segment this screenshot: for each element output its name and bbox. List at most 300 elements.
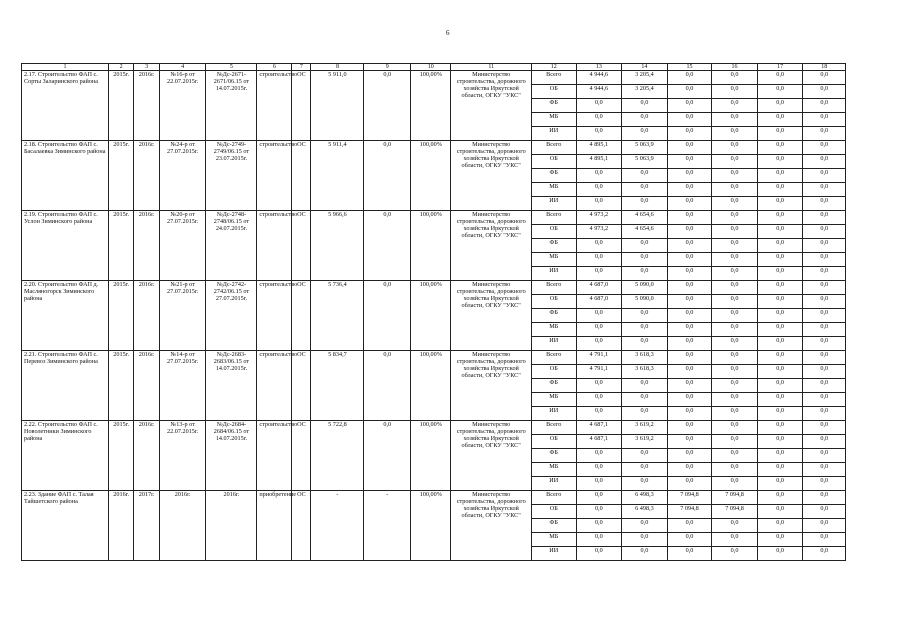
column-header-5: 5 xyxy=(206,64,257,71)
table-row xyxy=(22,141,846,155)
amount-cell: 0,0 xyxy=(667,519,712,533)
amount-cell: 0,0 xyxy=(757,379,803,393)
amount-cell: 0,0 xyxy=(622,449,668,463)
amount-cell: 0,0 xyxy=(803,141,846,155)
work-type: строительство xyxy=(257,211,292,281)
amount-cell: 0,0 xyxy=(757,421,803,435)
expertise-ref: №Дс-2684-2684/06.15 от 14.07.2015г. xyxy=(206,421,257,491)
amount-cell: 0,0 xyxy=(667,141,712,155)
funding-category: ФБ xyxy=(532,169,577,183)
expertise-ref: 2016г. xyxy=(206,491,257,561)
amount-cell: 0,0 xyxy=(757,267,803,281)
decision-ref: №14-р от 27.07.2015г. xyxy=(159,351,206,421)
expertise-ref: №Дс-2749-2749/06.15 от 23.07.2015г. xyxy=(206,141,257,211)
estimated-cost: 5 966,6 xyxy=(311,211,364,281)
amount-cell: 0,0 xyxy=(757,183,803,197)
amount-cell: 5 090,0 xyxy=(622,295,668,309)
amount-cell: 0,0 xyxy=(667,365,712,379)
amount-cell: 0,0 xyxy=(667,99,712,113)
amount-cell: 0,0 xyxy=(667,533,712,547)
funding-category: Всего xyxy=(532,211,577,225)
amount-cell: 4 687,0 xyxy=(576,281,622,295)
amount-cell: 0,0 xyxy=(667,253,712,267)
spent-amount: 0,0 xyxy=(364,141,411,211)
amount-cell: 0,0 xyxy=(576,239,622,253)
funding-category: ФБ xyxy=(532,239,577,253)
amount-cell: 4 944,6 xyxy=(576,85,622,99)
amount-cell: 0,0 xyxy=(667,183,712,197)
expertise-ref: №Дс-2671-2671/06.15 от 14.07.2015г. xyxy=(206,71,257,141)
end-year: 2016г. xyxy=(134,71,159,141)
estimated-cost: - xyxy=(311,491,364,561)
responsible-owner: Министерство строительства, дорожного хозяйства Иркутской области, ОГКУ "УКС" xyxy=(451,211,532,281)
estimated-cost: 5 911,4 xyxy=(311,141,364,211)
amount-cell: 0,0 xyxy=(576,477,622,491)
amount-cell: 0,0 xyxy=(803,435,846,449)
amount-cell: 3 205,4 xyxy=(622,71,668,85)
amount-cell: 0,0 xyxy=(803,113,846,127)
amount-cell: 0,0 xyxy=(667,281,712,295)
funding-category: ИИ xyxy=(532,477,577,491)
amount-cell: 0,0 xyxy=(803,155,846,169)
amount-cell: 0,0 xyxy=(757,533,803,547)
amount-cell: 0,0 xyxy=(622,113,668,127)
amount-cell: 0,0 xyxy=(803,421,846,435)
amount-cell: 0,0 xyxy=(757,449,803,463)
amount-cell: 0,0 xyxy=(712,365,758,379)
project-name: 2.23. Здание ФАП с. Талая Тайшетского района xyxy=(22,491,109,561)
amount-cell: 0,0 xyxy=(712,197,758,211)
amount-cell: 0,0 xyxy=(757,309,803,323)
amount-cell: 0,0 xyxy=(712,183,758,197)
amount-cell: 0,0 xyxy=(803,99,846,113)
funding-category: ОБ xyxy=(532,225,577,239)
amount-cell: 0,0 xyxy=(803,407,846,421)
amount-cell: 0,0 xyxy=(576,323,622,337)
column-header-6: 6 xyxy=(257,64,292,71)
amount-cell: 0,0 xyxy=(667,309,712,323)
funding-source: ОС xyxy=(292,141,311,211)
work-type: строительство xyxy=(257,351,292,421)
amount-cell: 4 687,1 xyxy=(576,435,622,449)
amount-cell: 0,0 xyxy=(712,225,758,239)
amount-cell: 0,0 xyxy=(757,365,803,379)
amount-cell: 0,0 xyxy=(803,295,846,309)
readiness-percent: 100,00% xyxy=(411,351,451,421)
amount-cell: 0,0 xyxy=(803,127,846,141)
amount-cell: 0,0 xyxy=(667,113,712,127)
amount-cell: 0,0 xyxy=(803,491,846,505)
end-year: 2016г. xyxy=(134,421,159,491)
amount-cell: 0,0 xyxy=(712,519,758,533)
amount-cell: 0,0 xyxy=(712,337,758,351)
amount-cell: 0,0 xyxy=(757,407,803,421)
amount-cell: 0,0 xyxy=(757,281,803,295)
funding-category: ОБ xyxy=(532,155,577,169)
amount-cell: 0,0 xyxy=(757,547,803,561)
amount-cell: 0,0 xyxy=(712,477,758,491)
amount-cell: 0,0 xyxy=(712,309,758,323)
amount-cell: 0,0 xyxy=(757,127,803,141)
decision-ref: №16-р от 22.07.2015г. xyxy=(159,71,206,141)
column-header-10: 10 xyxy=(411,64,451,71)
work-type: строительство xyxy=(257,421,292,491)
amount-cell: 0,0 xyxy=(757,113,803,127)
amount-cell: 0,0 xyxy=(712,155,758,169)
amount-cell: 0,0 xyxy=(667,477,712,491)
amount-cell: 4 654,6 xyxy=(622,225,668,239)
end-year: 2016г. xyxy=(134,281,159,351)
responsible-owner: Министерство строительства, дорожного хозяйства Иркутской области, ОГКУ "УКС" xyxy=(451,351,532,421)
amount-cell: 0,0 xyxy=(622,337,668,351)
project-name: 2.20. Строительство ФАП д. Масляногорск Зиминского района xyxy=(22,281,109,351)
amount-cell: 0,0 xyxy=(667,323,712,337)
amount-cell: 4 973,2 xyxy=(576,225,622,239)
amount-cell: 3 205,4 xyxy=(622,85,668,99)
column-header-11: 11 xyxy=(451,64,532,71)
amount-cell: 0,0 xyxy=(622,519,668,533)
funding-source: ОС xyxy=(292,351,311,421)
column-header-13: 13 xyxy=(576,64,622,71)
amount-cell: 0,0 xyxy=(803,211,846,225)
amount-cell: 0,0 xyxy=(576,113,622,127)
amount-cell: 0,0 xyxy=(803,449,846,463)
program-table xyxy=(21,63,846,561)
amount-cell: 5 090,0 xyxy=(622,281,668,295)
amount-cell: 0,0 xyxy=(712,253,758,267)
spent-amount: - xyxy=(364,491,411,561)
amount-cell: 0,0 xyxy=(576,407,622,421)
amount-cell: 0,0 xyxy=(667,267,712,281)
funding-category: МБ xyxy=(532,533,577,547)
amount-cell: 0,0 xyxy=(622,253,668,267)
column-header-16: 16 xyxy=(712,64,758,71)
amount-cell: 0,0 xyxy=(803,225,846,239)
amount-cell: 0,0 xyxy=(667,435,712,449)
work-type: строительство xyxy=(257,71,292,141)
funding-category: ИИ xyxy=(532,127,577,141)
responsible-owner: Министерство строительства, дорожного хозяйства Иркутской области, ОГКУ "УКС" xyxy=(451,141,532,211)
amount-cell: 7 094,8 xyxy=(712,505,758,519)
amount-cell: 0,0 xyxy=(622,533,668,547)
spent-amount: 0,0 xyxy=(364,351,411,421)
amount-cell: 0,0 xyxy=(803,239,846,253)
decision-ref: №21-р от 27.07.2015г. xyxy=(159,281,206,351)
amount-cell: 0,0 xyxy=(667,197,712,211)
column-header-9: 9 xyxy=(364,64,411,71)
page-number: 6 xyxy=(446,29,450,37)
amount-cell: 0,0 xyxy=(667,295,712,309)
amount-cell: 4 895,1 xyxy=(576,141,622,155)
amount-cell: 0,0 xyxy=(803,197,846,211)
amount-cell: 0,0 xyxy=(803,351,846,365)
spent-amount: 0,0 xyxy=(364,281,411,351)
start-year: 2015г. xyxy=(108,421,133,491)
project-name: 2.17. Строительство ФАП с. Сорты Заларинского района xyxy=(22,71,109,141)
amount-cell: 0,0 xyxy=(757,239,803,253)
amount-cell: 0,0 xyxy=(712,169,758,183)
amount-cell: 0,0 xyxy=(803,463,846,477)
funding-category: МБ xyxy=(532,113,577,127)
project-name: 2.21. Строительство ФАП с. Перевоз Зиминского района xyxy=(22,351,109,421)
amount-cell: 0,0 xyxy=(667,85,712,99)
table-row xyxy=(22,71,846,85)
column-header-14: 14 xyxy=(622,64,668,71)
amount-cell: 7 094,8 xyxy=(667,491,712,505)
amount-cell: 0,0 xyxy=(803,547,846,561)
column-header-18: 18 xyxy=(803,64,846,71)
amount-cell: 0,0 xyxy=(803,267,846,281)
project-name: 2.22. Строительство ФАП с. Новолетники Зиминского района xyxy=(22,421,109,491)
funding-category: Всего xyxy=(532,491,577,505)
amount-cell: 0,0 xyxy=(803,477,846,491)
amount-cell: 0,0 xyxy=(576,505,622,519)
amount-cell: 0,0 xyxy=(622,463,668,477)
amount-cell: 0,0 xyxy=(757,155,803,169)
estimated-cost: 5 834,7 xyxy=(311,351,364,421)
amount-cell: 0,0 xyxy=(576,127,622,141)
amount-cell: 0,0 xyxy=(622,183,668,197)
amount-cell: 0,0 xyxy=(667,337,712,351)
responsible-owner: Министерство строительства, дорожного хозяйства Иркутской области, ОГКУ "УКС" xyxy=(451,281,532,351)
amount-cell: 0,0 xyxy=(803,169,846,183)
amount-cell: 0,0 xyxy=(622,169,668,183)
amount-cell: 3 619,2 xyxy=(622,435,668,449)
funding-source: ОС xyxy=(292,71,311,141)
amount-cell: 0,0 xyxy=(576,393,622,407)
estimated-cost: 5 722,8 xyxy=(311,421,364,491)
amount-cell: 5 063,9 xyxy=(622,141,668,155)
amount-cell: 0,0 xyxy=(667,449,712,463)
amount-cell: 0,0 xyxy=(622,379,668,393)
amount-cell: 4 687,0 xyxy=(576,295,622,309)
project-name: 2.18. Строительство ФАП с. Басалаевка Зиминского района xyxy=(22,141,109,211)
funding-category: Всего xyxy=(532,351,577,365)
funding-category: ИИ xyxy=(532,407,577,421)
amount-cell: 0,0 xyxy=(803,393,846,407)
column-header-4: 4 xyxy=(159,64,206,71)
expertise-ref: №Дс-2742-2742/06.15 от 27.07.2015г. xyxy=(206,281,257,351)
amount-cell: 3 618,3 xyxy=(622,351,668,365)
funding-source: ОС xyxy=(292,281,311,351)
amount-cell: 0,0 xyxy=(757,253,803,267)
amount-cell: 0,0 xyxy=(667,239,712,253)
amount-cell: 0,0 xyxy=(712,71,758,85)
end-year: 2016г. xyxy=(134,351,159,421)
table-row xyxy=(22,211,846,225)
amount-cell: 4 895,1 xyxy=(576,155,622,169)
amount-cell: 0,0 xyxy=(803,281,846,295)
amount-cell: 0,0 xyxy=(667,393,712,407)
funding-source: ОС xyxy=(292,211,311,281)
amount-cell: 0,0 xyxy=(803,323,846,337)
funding-source: ОС xyxy=(292,491,311,561)
end-year: 2016г. xyxy=(134,141,159,211)
column-header-15: 15 xyxy=(667,64,712,71)
amount-cell: 0,0 xyxy=(757,393,803,407)
readiness-percent: 100,00% xyxy=(411,281,451,351)
amount-cell: 0,0 xyxy=(622,197,668,211)
amount-cell: 0,0 xyxy=(667,127,712,141)
amount-cell: 0,0 xyxy=(667,225,712,239)
funding-source: ОС xyxy=(292,421,311,491)
amount-cell: 7 094,8 xyxy=(667,505,712,519)
responsible-owner: Министерство строительства, дорожного хозяйства Иркутской области, ОГКУ "УКС" xyxy=(451,491,532,561)
funding-category: Всего xyxy=(532,421,577,435)
amount-cell: 0,0 xyxy=(757,169,803,183)
amount-cell: 0,0 xyxy=(757,225,803,239)
amount-cell: 0,0 xyxy=(712,211,758,225)
amount-cell: 0,0 xyxy=(803,71,846,85)
amount-cell: 0,0 xyxy=(712,533,758,547)
amount-cell: 0,0 xyxy=(712,379,758,393)
table-row xyxy=(22,351,846,365)
amount-cell: 0,0 xyxy=(757,99,803,113)
amount-cell: 0,0 xyxy=(576,309,622,323)
end-year: 2016г. xyxy=(134,211,159,281)
column-header-7: 7 xyxy=(292,64,311,71)
amount-cell: 0,0 xyxy=(622,323,668,337)
amount-cell: 0,0 xyxy=(576,519,622,533)
amount-cell: 0,0 xyxy=(622,393,668,407)
start-year: 2015г. xyxy=(108,71,133,141)
funding-category: Всего xyxy=(532,71,577,85)
expertise-ref: №Дс-2748-2748/06.15 от 24.07.2015г. xyxy=(206,211,257,281)
amount-cell: 0,0 xyxy=(757,211,803,225)
amount-cell: 4 791,1 xyxy=(576,365,622,379)
amount-cell: 0,0 xyxy=(757,519,803,533)
amount-cell: 0,0 xyxy=(667,155,712,169)
amount-cell: 0,0 xyxy=(576,183,622,197)
amount-cell: 0,0 xyxy=(803,183,846,197)
column-header-1: 1 xyxy=(22,64,109,71)
column-header-17: 17 xyxy=(757,64,803,71)
amount-cell: 0,0 xyxy=(576,99,622,113)
amount-cell: 0,0 xyxy=(622,239,668,253)
amount-cell: 0,0 xyxy=(576,449,622,463)
start-year: 2015г. xyxy=(108,211,133,281)
start-year: 2015г. xyxy=(108,281,133,351)
readiness-percent: 100,00% xyxy=(411,71,451,141)
spent-amount: 0,0 xyxy=(364,71,411,141)
amount-cell: 0,0 xyxy=(712,351,758,365)
amount-cell: 0,0 xyxy=(667,211,712,225)
start-year: 2016г. xyxy=(108,491,133,561)
amount-cell: 0,0 xyxy=(803,309,846,323)
amount-cell: 0,0 xyxy=(712,435,758,449)
amount-cell: 0,0 xyxy=(576,547,622,561)
amount-cell: 0,0 xyxy=(576,491,622,505)
amount-cell: 0,0 xyxy=(667,463,712,477)
amount-cell: 0,0 xyxy=(803,379,846,393)
start-year: 2015г. xyxy=(108,141,133,211)
funding-category: ФБ xyxy=(532,519,577,533)
funding-category: ОБ xyxy=(532,85,577,99)
column-header-12: 12 xyxy=(532,64,577,71)
funding-category: ОБ xyxy=(532,295,577,309)
amount-cell: 0,0 xyxy=(757,85,803,99)
amount-cell: 0,0 xyxy=(712,547,758,561)
funding-category: ФБ xyxy=(532,99,577,113)
amount-cell: 0,0 xyxy=(757,477,803,491)
funding-category: Всего xyxy=(532,281,577,295)
amount-cell: 0,0 xyxy=(667,421,712,435)
amount-cell: 0,0 xyxy=(667,379,712,393)
decision-ref: №13-р от 22.07.2015г. xyxy=(159,421,206,491)
work-type: приобретение xyxy=(257,491,292,561)
project-name: 2.19. Строительство ФАП с. Услон Зиминского района xyxy=(22,211,109,281)
amount-cell: 4 654,6 xyxy=(622,211,668,225)
amount-cell: 0,0 xyxy=(757,491,803,505)
readiness-percent: 100,00% xyxy=(411,141,451,211)
amount-cell: 5 063,9 xyxy=(622,155,668,169)
amount-cell: 0,0 xyxy=(667,169,712,183)
amount-cell: 0,0 xyxy=(757,351,803,365)
funding-category: Всего xyxy=(532,141,577,155)
amount-cell: 0,0 xyxy=(803,365,846,379)
spent-amount: 0,0 xyxy=(364,211,411,281)
spent-amount: 0,0 xyxy=(364,421,411,491)
amount-cell: 4 791,1 xyxy=(576,351,622,365)
end-year: 2017г. xyxy=(134,491,159,561)
amount-cell: 0,0 xyxy=(576,253,622,267)
responsible-owner: Министерство строительства, дорожного хозяйства Иркутской области, ОГКУ "УКС" xyxy=(451,421,532,491)
amount-cell: 0,0 xyxy=(757,463,803,477)
amount-cell: 3 618,3 xyxy=(622,365,668,379)
amount-cell: 0,0 xyxy=(622,407,668,421)
amount-cell: 0,0 xyxy=(757,337,803,351)
responsible-owner: Министерство строительства, дорожного хозяйства Иркутской области, ОГКУ "УКС" xyxy=(451,71,532,141)
funding-category: ОБ xyxy=(532,435,577,449)
column-header-2: 2 xyxy=(108,64,133,71)
start-year: 2015г. xyxy=(108,351,133,421)
decision-ref: №24-р от 27.07.2015г. xyxy=(159,141,206,211)
amount-cell: 0,0 xyxy=(712,267,758,281)
funding-category: ИИ xyxy=(532,197,577,211)
amount-cell: 0,0 xyxy=(757,197,803,211)
amount-cell: 0,0 xyxy=(576,379,622,393)
amount-cell: 6 498,3 xyxy=(622,491,668,505)
amount-cell: 0,0 xyxy=(667,547,712,561)
amount-cell: 0,0 xyxy=(622,127,668,141)
amount-cell: 4 944,6 xyxy=(576,71,622,85)
amount-cell: 0,0 xyxy=(622,547,668,561)
work-type: строительство xyxy=(257,281,292,351)
amount-cell: 0,0 xyxy=(667,71,712,85)
funding-category: МБ xyxy=(532,463,577,477)
amount-cell: 0,0 xyxy=(803,85,846,99)
funding-category: ИИ xyxy=(532,337,577,351)
amount-cell: 0,0 xyxy=(712,323,758,337)
table-row xyxy=(22,421,846,435)
amount-cell: 6 498,3 xyxy=(622,505,668,519)
amount-cell: 0,0 xyxy=(757,435,803,449)
amount-cell: 4 687,1 xyxy=(576,421,622,435)
table-row xyxy=(22,491,846,505)
amount-cell: 0,0 xyxy=(712,463,758,477)
amount-cell: 0,0 xyxy=(622,267,668,281)
funding-category: МБ xyxy=(532,393,577,407)
funding-category: МБ xyxy=(532,323,577,337)
amount-cell: 7 094,8 xyxy=(712,491,758,505)
amount-cell: 0,0 xyxy=(667,407,712,421)
amount-cell: 0,0 xyxy=(576,337,622,351)
amount-cell: 0,0 xyxy=(712,281,758,295)
amount-cell: 0,0 xyxy=(712,239,758,253)
amount-cell: 0,0 xyxy=(757,295,803,309)
amount-cell: 0,0 xyxy=(757,505,803,519)
amount-cell: 0,0 xyxy=(576,169,622,183)
